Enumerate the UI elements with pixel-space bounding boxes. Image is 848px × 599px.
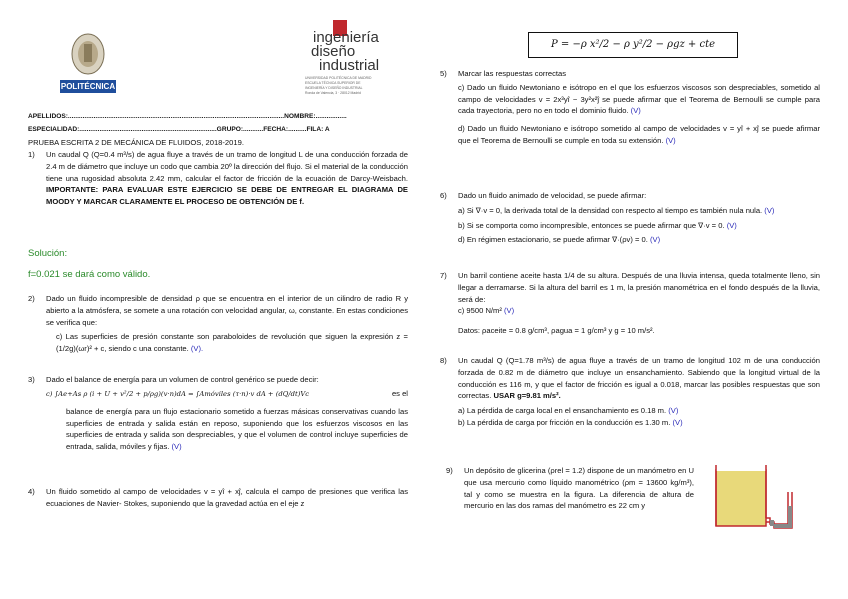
idi-sub4: Ronda de Valencia, 3 · 28012 Madrid [305,91,361,95]
idi-sub2: ESCUELA TÉCNICA SUPERIOR DE [305,81,361,85]
question-8-usar: USAR g=9.81 m/s². [493,391,561,401]
question-5-option-d: d) Dado un fluido Newtoniano e isótropo sometido al campo de velocidades v = yî + xĵ se puede afirmar que el Teorema de Bernoulli se cumple en toda su extensión. [458,124,820,145]
question-3-text2: balance de energía para un flujo estacionario sometido a fuerzas másicas conservativas cuando las superficies de entrada y salida están en reposo, suponiendo que los esfuerzos viscosos en las superficies de entrada y salida son despreciables, y que el volumen de control incluye superficies de entrada, salida, móviles y fijas. [66,406,408,452]
solution-label: Solución: [28,248,68,259]
question-1-number: 1) [28,150,35,159]
question-6-mark-b: (V) [726,220,737,230]
idi-logo [305,20,405,102]
question-7-datos: Datos: ρaceite = 0.8 g/cm³, ρagua = 1 g/cm³ y g = 10 m/s². [458,326,655,336]
apellidos-field: APELLIDOS:......................................................................................................................NOMBRE:................. [28,113,347,120]
question-7 [440,270,820,337]
question-6-number: 6) [440,191,447,200]
question-3-text: Dado el balance de energía para un volumen de control genérico se puede decir: [46,375,319,384]
question-8-mark-a: (V) [668,406,679,416]
idi-line1: ingeniería [313,29,379,46]
question-7-number: 7) [440,271,447,280]
question-1-important: IMPORTANTE: PARA EVALUAR ESTE EJERCICIO SE DEBE DE ENTREGAR EL DIAGRAMA DE MOODY Y MARCAR CLARAMENTE EL PROCESO DE OBTENCIÓN DE f. [46,185,408,207]
question-4 [28,486,408,510]
question-6-text: Dado un fluido animado de velocidad, se puede afirmar: [458,191,647,200]
exam-title: PRUEBA ESCRITA 2 DE MECÁNICA DE FLUIDOS, 2018-2019. [28,138,244,147]
question-2-option-c: c) Las superficies de presión constante son paraboloides de revolución que siguen la expresión z = (1/2g)(ωr)² + c, siendo c una constante. [56,332,408,354]
question-8-option-a: a) La pérdida de carga local en el ensanchamiento es 0.18 m. [458,406,667,416]
question-8-number: 8) [440,356,447,365]
question-5-mark-d: (V) [665,135,676,145]
question-5 [440,68,820,147]
solution-value: f=0.021 se dará como válido. [28,269,151,280]
upm-name: POLITÉCNICA [60,82,116,91]
question-6-mark-a: (V) [764,205,775,215]
question-6-option-b: b) Si se comporta como incompresible, entonces se puede afirmar que ∇·v = 0. [458,220,725,230]
idi-sub1: UNIVERSIDAD POLITÉCNICA DE MADRID [305,76,372,80]
manometer-diagram-icon [712,462,804,530]
question-5-option-c: c) Dado un fluido Newtoniano e isótropo en el que los esfuerzos viscosos son despreciables, sometido al campo de velocidades v = 2x³yî − 3y²x²ĵ se puede afirmar que el Teorema de Bernoulli se cumple para cada trayectoria, pero no en todo el dominio fluido. [458,82,820,116]
question-8 [440,355,820,429]
question-5-text: Marcar las respuestas correctas [458,69,567,78]
question-3-number: 3) [28,375,35,384]
question-3 [28,374,408,453]
question-8-mark-b: (V) [672,417,683,427]
question-9 [446,465,694,512]
question-8-option-b: b) La pérdida de carga por fricción en la conducción es 1.30 m. [458,417,671,427]
question-7-mark: (V) [504,306,515,316]
especialidad-field: ESPECIALIDAD:...........................................................................GRUPO:...........FECHA:..........FILA: A [28,126,330,133]
question-7-option-c: c) 9500 N/m² [458,306,502,316]
question-1 [28,149,408,208]
question-5-number: 5) [440,69,447,78]
question-2 [28,293,408,355]
formula-box: P = −ρ x²/2 − ρ y²/2 − ρgz + cte [528,32,738,58]
question-9-text: Un depósito de glicerina (ρrel = 1.2) dispone de un manómetro en U que usa mercurio como líquido manométrico (ρm = 13600 kg/m³), tal y como se muestra en la figura. La diferencia de altura de mercurio en las dos ramas del manómetro es 22 cm y [464,466,694,511]
question-4-number: 4) [28,487,35,496]
question-3-mark: (V) [171,442,182,452]
idi-line2: diseño [311,43,356,60]
question-4-text: Un fluido sometido al campo de velocidades v = yî + xĵ, calcula el campo de presiones que verifica las ecuaciones de Navier- Stokes, suponiendo que la gravedad actúa en el eje z [46,487,408,508]
question-6-option-d: d) En régimen estacionario, se puede afirmar ∇·(ρv) = 0. [458,235,648,245]
question-6 [440,190,820,246]
question-3-es-el: es el [391,388,408,398]
question-8-text: Un caudal Q (Q=1.78 m³/s) de agua fluye a través de un tramo de longitud 102 m de una conducción forzada de 0.82 m de diámetro que incluye un ensanchamiento. Sabiendo que la longitud virtual de la conducción es 116 m, y que el factor de fricción es igual a 0.018, marcar las posibles respuestas que son correctas. [458,356,820,401]
idi-sub3: INGENIERÍA Y DISEÑO INDUSTRIAL [305,86,363,90]
idi-line3: industrial [319,57,380,74]
manometer-figure [712,462,804,530]
question-1-text: Un caudal Q (Q=0.4 m³/s) de agua fluye a través de un tramo de longitud L de una conducción forzada de 2.4 m de diámetro que incluye un codo que cambia 20º la dirección del flujo. Si el material de la conducción tiene una rugosidad absoluta 2.42 mm, calcular el factor de fricción de la ecuación de Darcy-Weisbach. [46,150,408,183]
upm-logo [50,30,126,94]
question-6-option-a: a) Si ∇·v = 0, la derivada total de la densidad con respecto al tiempo es también nula nula. [458,205,763,215]
question-5-mark-c: (V) [630,106,641,116]
question-2-text: Dado un fluido incompresible de densidad ρ que se encuentra en el interior de un cilindro de radio R y abierto a la atmósfera, se somete a una rotación con velocidad angular, ω, constante. En estas condiciones se verifica que: [46,294,408,327]
question-9-number: 9) [446,466,453,475]
question-2-number: 2) [28,294,35,303]
question-3-formula: c) ∫Ae+As ρ (i + U + v²/2 + p/ρg)(v·n)dA = ∫Amóviles (τ·n)·v dA + (dQ/dt)Vc [46,389,310,398]
question-2-mark: (V). [190,344,204,354]
question-6-mark-d: (V) [649,235,661,245]
question-7-text: Un barril contiene aceite hasta 1/4 de su altura. Después de una lluvia intensa, queda totalmente lleno, sin llegar a derramarse. Si la altura del barril es 1 m, la presión manométrica en el fondo después de la lluvia, será de: [458,271,820,304]
